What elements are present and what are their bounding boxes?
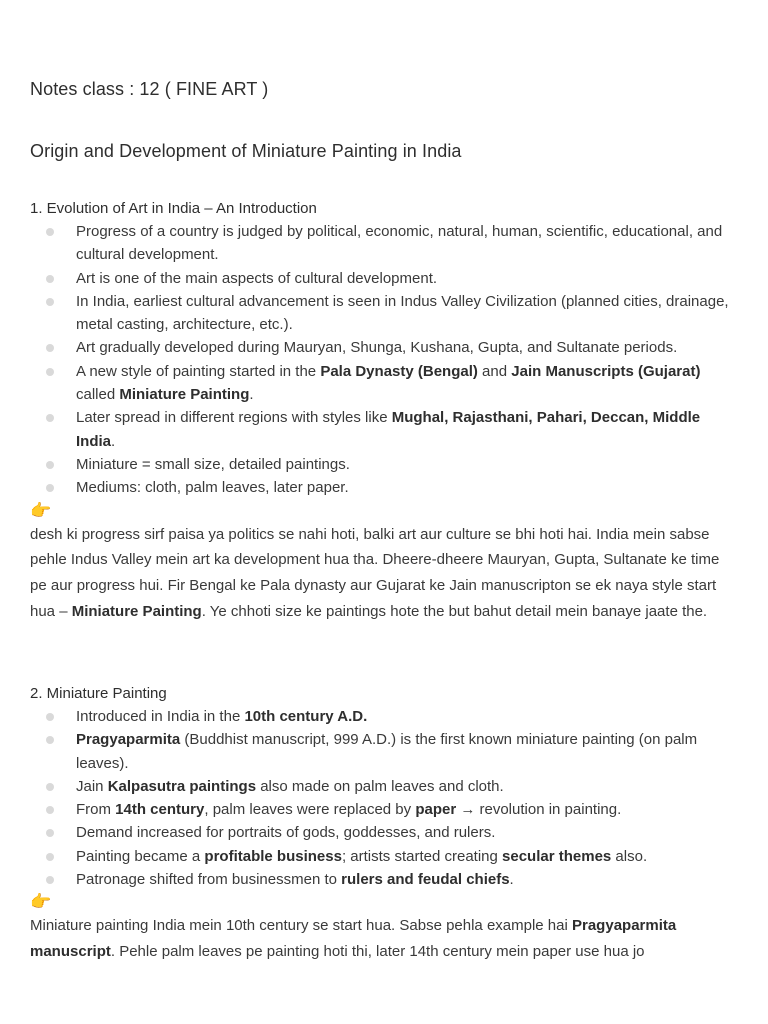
text-run: . Ye chhoti size ke paintings hote the but bahut detail mein banaye jaate the. xyxy=(201,602,708,620)
section-miniature-painting xyxy=(30,682,738,965)
document-heading: Origin and Development of Miniature Painting in India xyxy=(30,141,462,161)
bullet-dot-icon xyxy=(46,484,54,492)
bold-text: paper xyxy=(415,801,457,819)
text-run: Art gradually developed during Mauryan, Shunga, Kushana, Gupta, and Sultanate periods. xyxy=(76,339,678,357)
bold-text: 14th century xyxy=(115,801,205,819)
bullet-item xyxy=(30,406,738,453)
text-run: Miniature painting India mein 10th century se start hua. Sabse pehla example hai xyxy=(30,917,572,935)
text-run: Art is one of the main aspects of cultural development. xyxy=(76,269,438,287)
pointing-hand-icon: 👉 xyxy=(30,500,52,520)
bold-text: Kalpasutra paintings xyxy=(107,777,257,795)
bullet-item xyxy=(30,453,738,476)
bullet-dot-icon xyxy=(46,344,54,352)
text-run: Introduced in India in the xyxy=(76,708,245,725)
bullet-dot-icon xyxy=(46,414,54,422)
page-title: Notes class : 12 ( FINE ART ) xyxy=(30,79,269,99)
text-run: Painting became a xyxy=(76,847,205,865)
bold-text: Jain Manuscripts (Gujarat) xyxy=(511,362,701,380)
bullet-item xyxy=(30,290,738,337)
bullet-item xyxy=(30,821,738,844)
text-run: Patronage shifted from businessmen to xyxy=(76,871,342,889)
bullet-dot-icon xyxy=(46,713,54,721)
bullet-item xyxy=(30,845,738,868)
bold-text: Pragyaparmita manuscript xyxy=(30,917,677,961)
bullet-dot-icon xyxy=(46,853,54,861)
text-run: . Pehle palm leaves pe painting hoti thi, later 14th century mein paper use hua jo xyxy=(110,943,645,961)
bold-text: secular themes xyxy=(502,847,612,865)
text-run: called xyxy=(76,386,120,404)
bold-text: Mughal, Rajasthani, Pahari, Deccan, Middle India xyxy=(76,409,701,450)
hinglish-note xyxy=(30,522,738,625)
bold-text: Pragyaparmita xyxy=(76,731,181,749)
text-run: , palm leaves were replaced by xyxy=(204,801,416,819)
bullet-item xyxy=(30,728,738,775)
bold-text: 10th century A.D. xyxy=(244,708,368,725)
bullet-item xyxy=(30,220,738,267)
text-run: Jain xyxy=(76,777,108,795)
section-title: 1. Evolution of Art in India – An Introduction xyxy=(30,200,317,217)
bold-text: Miniature Painting xyxy=(71,602,202,620)
bullet-item xyxy=(30,868,738,891)
text-run: ; artists started creating xyxy=(341,847,503,865)
text-run: desh ki progress sirf paisa ya politics se nahi hoti, balki art aur culture se bhi hoti hai. India mein sabse pehle Indus Valley mein art ka development hua tha. Dheere-dheere Mauryan, Gupta, Sultanate ke time pe aur progress hui. Fir Bengal ke Pala dynasty aur Gujarat ke Jain manuscripton se ek naya style start hua – xyxy=(30,525,720,620)
bullet-dot-icon xyxy=(46,736,54,744)
text-run: also. xyxy=(611,847,648,865)
text-run: Demand increased for portraits of gods, goddesses, and rulers. xyxy=(76,824,496,842)
bold-text: profitable business xyxy=(204,847,342,865)
text-run: and xyxy=(477,362,512,380)
text-run: Miniature = small size, detailed paintings. xyxy=(76,455,350,473)
text-run: → revolution in painting. xyxy=(456,801,622,819)
text-run: (Buddhist manuscript, 999 A.D.) is the first known miniature painting (on palm leaves). xyxy=(76,731,698,772)
bullet-item xyxy=(30,336,738,359)
text-run: . xyxy=(249,386,254,404)
bullet-dot-icon xyxy=(46,275,54,283)
pointing-hand-icon: 👉 xyxy=(30,892,52,912)
bullet-dot-icon xyxy=(46,876,54,884)
section-evolution xyxy=(30,197,738,625)
bullet-item xyxy=(30,476,738,499)
text-run: Progress of a country is judged by political, economic, natural, human, scientific, educational, and cultural development. xyxy=(76,223,723,264)
text-run: Mediums: cloth, palm leaves, later paper. xyxy=(76,479,349,497)
text-run: . xyxy=(509,871,514,889)
bold-text: rulers and feudal chiefs xyxy=(341,871,510,889)
bullet-list xyxy=(30,705,738,891)
text-run: From xyxy=(76,801,116,819)
bullet-dot-icon xyxy=(46,829,54,837)
text-run: Later spread in different regions with styles like xyxy=(76,409,392,427)
text-run: In India, earliest cultural advancement is seen in Indus Valley Civilization (planned cities, drainage, metal casting, architecture, etc.). xyxy=(76,292,729,334)
bullet-dot-icon xyxy=(46,461,54,469)
hinglish-note xyxy=(30,913,738,965)
bullet-dot-icon xyxy=(46,783,54,791)
bullet-list xyxy=(30,220,738,500)
bullet-dot-icon xyxy=(46,368,54,376)
text-run: . xyxy=(111,432,116,450)
bullet-dot-icon xyxy=(46,228,54,236)
bullet-item xyxy=(30,360,738,407)
bullet-item xyxy=(30,775,738,798)
bold-text: Miniature Painting xyxy=(119,386,250,404)
text-run: also made on palm leaves and cloth. xyxy=(256,777,504,795)
bullet-item xyxy=(30,705,738,728)
text-run: A new style of painting started in the xyxy=(76,362,321,380)
bullet-dot-icon xyxy=(46,806,54,814)
bullet-item xyxy=(30,267,738,290)
section-title: 2. Miniature Painting xyxy=(30,685,167,702)
bold-text: Pala Dynasty (Bengal) xyxy=(320,362,478,380)
bullet-dot-icon xyxy=(46,298,54,306)
bullet-item xyxy=(30,798,738,821)
